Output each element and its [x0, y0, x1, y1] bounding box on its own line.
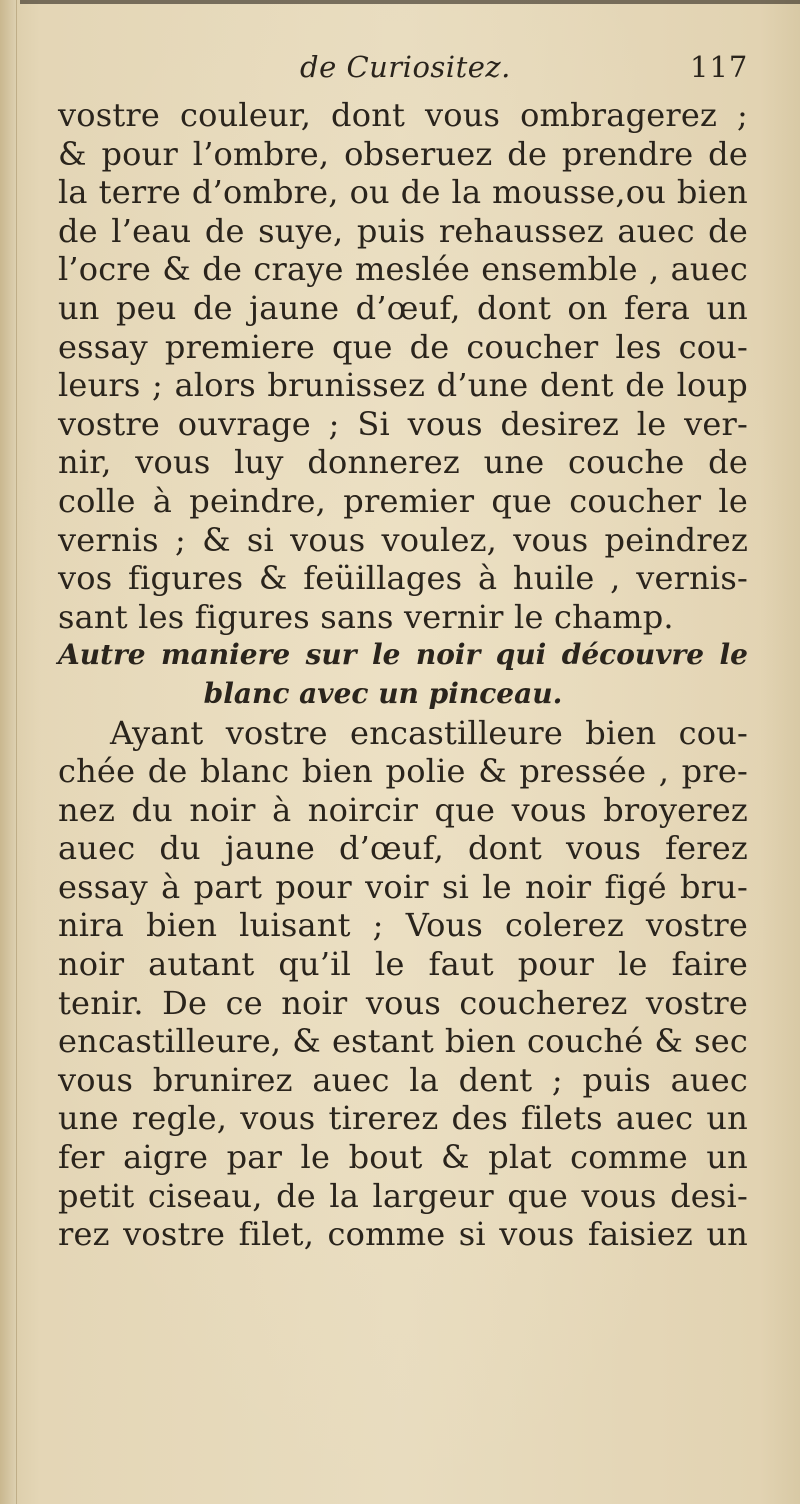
- text-line: Ayant vostre encastilleure bien cou-: [110, 713, 748, 752]
- text-line: tenir. De ce noir vous coucherez vostre: [58, 983, 748, 1022]
- text-line: fer aigre par le bout & plat comme un: [58, 1138, 748, 1177]
- running-title: de Curiositez.: [300, 50, 511, 84]
- text-line: encastilleure, & estant bien couché & sec: [58, 1022, 748, 1061]
- text-line: sant les figures sans vernir le champ.: [58, 597, 674, 636]
- text-line: la terre d’ombre, ou de la mousse,ou bien: [58, 173, 748, 212]
- text-line: un peu de jaune d’œuf, dont on fera un: [58, 288, 748, 327]
- text-line: nira bien luisant ; Vous colerez vostre: [58, 906, 748, 945]
- page-number: 117: [690, 50, 749, 84]
- top-edge-rule: [20, 0, 800, 4]
- text-line: & pour l’ombre, obseruez de prendre de: [58, 134, 748, 173]
- section-subtitle: Autre maniere sur le noir qui découvre le: [58, 638, 748, 672]
- page-header: [0, 50, 800, 94]
- text-line: vostre ouvrage ; Si vous desirez le ver-: [58, 404, 748, 443]
- text-line: l’ocre & de craye meslée ensemble , auec: [58, 250, 748, 289]
- text-line: colle à peindre, premier que coucher le: [58, 481, 748, 520]
- text-line: noir autant qu’il le faut pour le faire: [58, 945, 748, 984]
- text-line: vos figures & feüillages à huile , vernis-: [58, 559, 748, 598]
- text-line: essay premiere que de coucher les cou-: [58, 327, 748, 366]
- text-line: vous brunirez auec la dent ; puis auec: [58, 1060, 748, 1099]
- body-text: [58, 96, 748, 1254]
- text-line: nir, vous luy donnerez une couche de: [58, 443, 748, 482]
- text-line: petit ciseau, de la largeur que vous desi-: [58, 1176, 748, 1215]
- section-subtitle: blanc avec un pinceau.: [203, 676, 563, 710]
- text-line: leurs ; alors brunissez d’une dent de loup: [58, 366, 748, 405]
- text-line: de l’eau de suye, puis rehaussez auec de: [58, 211, 748, 250]
- text-line: auec du jaune d’œuf, dont vous ferez: [58, 829, 748, 868]
- page-gutter: [0, 0, 17, 1504]
- text-line: essay à part pour voir si le noir figé bru-: [58, 867, 748, 906]
- text-line: vostre couleur, dont vous ombragerez ;: [58, 96, 748, 134]
- text-line: chée de blanc bien polie & pressée , pre-: [58, 752, 748, 791]
- text-line: une regle, vous tirerez des filets auec un: [58, 1099, 748, 1138]
- text-line: nez du noir à noircir que vous broyerez: [58, 790, 748, 829]
- text-line: rez vostre filet, comme si vous faisiez un: [58, 1215, 748, 1254]
- text-line: vernis ; & si vous voulez, vous peindrez: [58, 520, 748, 559]
